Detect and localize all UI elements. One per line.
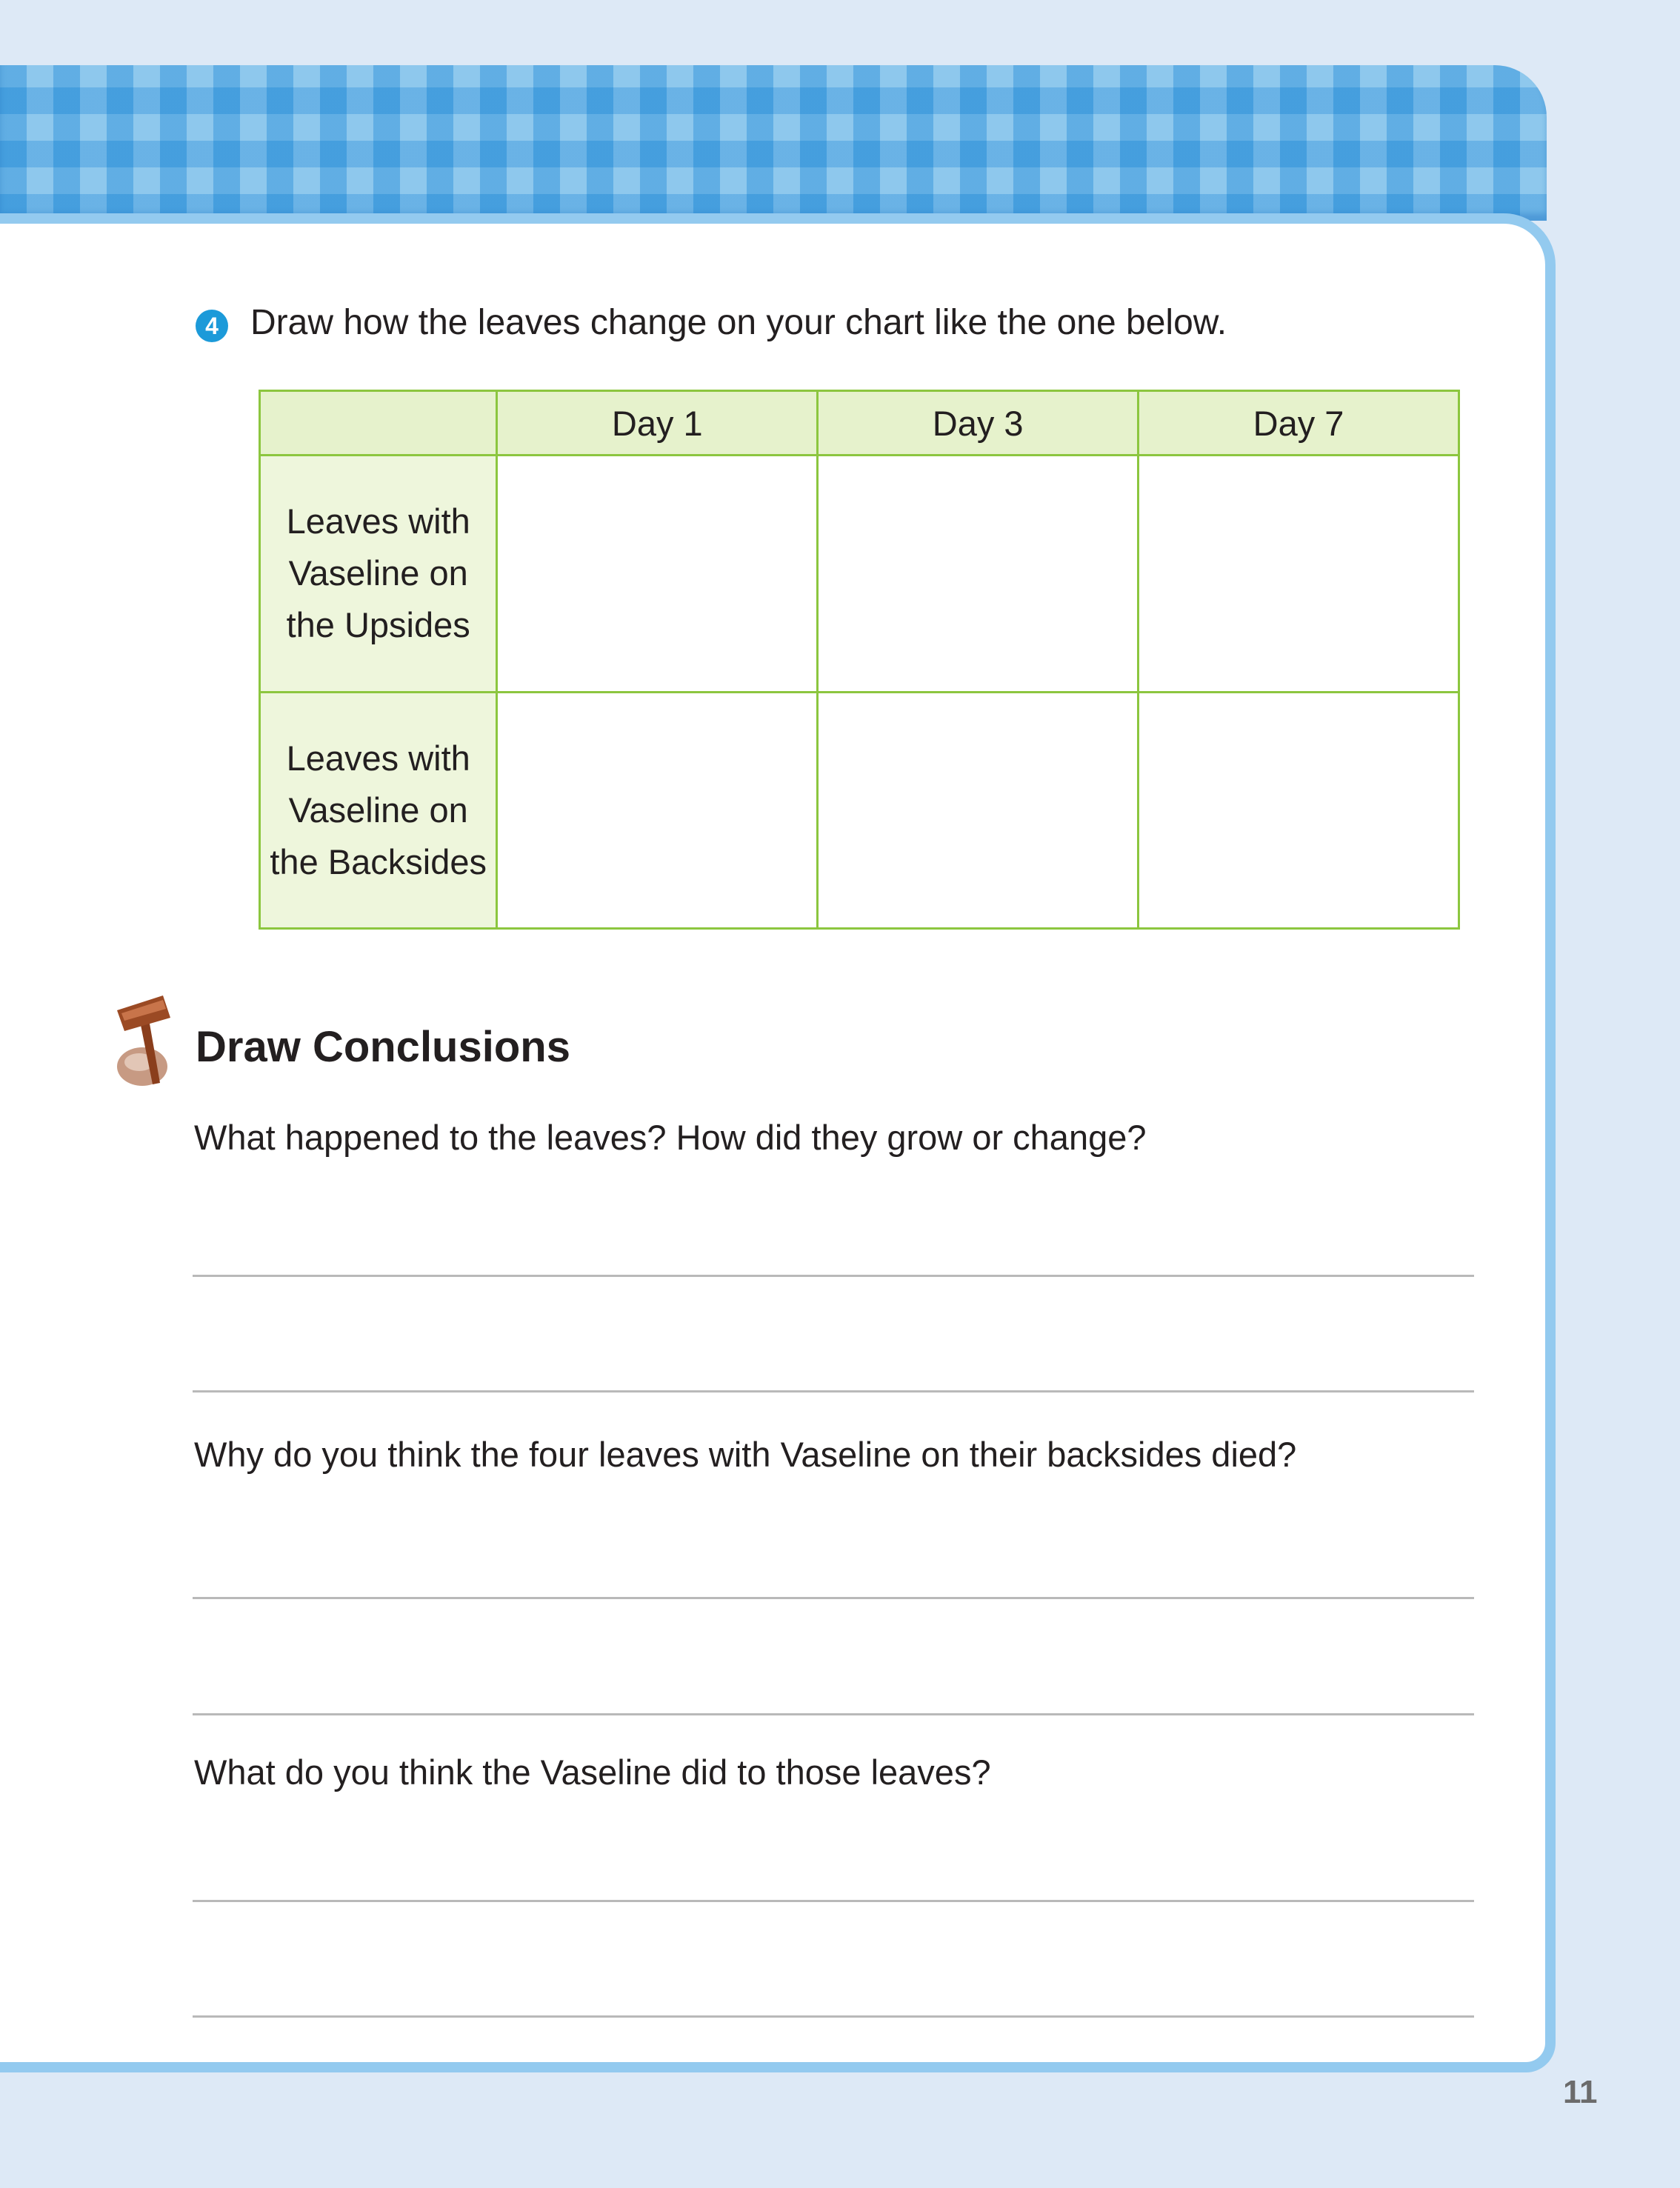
observation-chart: [259, 390, 1460, 930]
table-header-row: [260, 391, 1459, 456]
drawing-cell[interactable]: [1139, 692, 1459, 929]
drawing-cell[interactable]: [1139, 456, 1459, 693]
step-instruction: Draw how the leaves change on your chart like the one below.: [250, 303, 1227, 342]
header-gingham-band: [0, 65, 1547, 221]
row-label-backsides: Leaves with Vaseline on the Backsides: [260, 692, 497, 929]
section-title: Draw Conclusions: [196, 1023, 570, 1071]
step-number-badge: 4: [196, 310, 228, 342]
drawing-cell[interactable]: [497, 456, 818, 693]
row-label-upsides: Leaves with Vaseline on the Upsides: [260, 456, 497, 693]
page-number: 11: [1563, 2074, 1598, 2110]
table-header-corner: [260, 391, 497, 456]
table-row: [260, 456, 1459, 693]
answer-line[interactable]: [193, 1275, 1474, 1277]
question-1: What happened to the leaves? How did they grow or change?: [194, 1118, 1147, 1157]
drawing-cell[interactable]: [818, 692, 1139, 929]
answer-line[interactable]: [193, 1390, 1474, 1392]
table-row: [260, 692, 1459, 929]
gavel-icon: [111, 993, 182, 1090]
table-header-day7: Day 7: [1139, 391, 1459, 456]
answer-line[interactable]: [193, 1900, 1474, 1902]
answer-line[interactable]: [193, 2015, 1474, 2018]
question-3: What do you think the Vaseline did to those leaves?: [194, 1752, 991, 1792]
answer-line[interactable]: [193, 1713, 1474, 1715]
drawing-cell[interactable]: [818, 456, 1139, 693]
table-header-day3: Day 3: [818, 391, 1139, 456]
table-header-day1: Day 1: [497, 391, 818, 456]
drawing-cell[interactable]: [497, 692, 818, 929]
question-2: Why do you think the four leaves with Vaseline on their backsides died?: [194, 1435, 1297, 1474]
answer-line[interactable]: [193, 1597, 1474, 1599]
